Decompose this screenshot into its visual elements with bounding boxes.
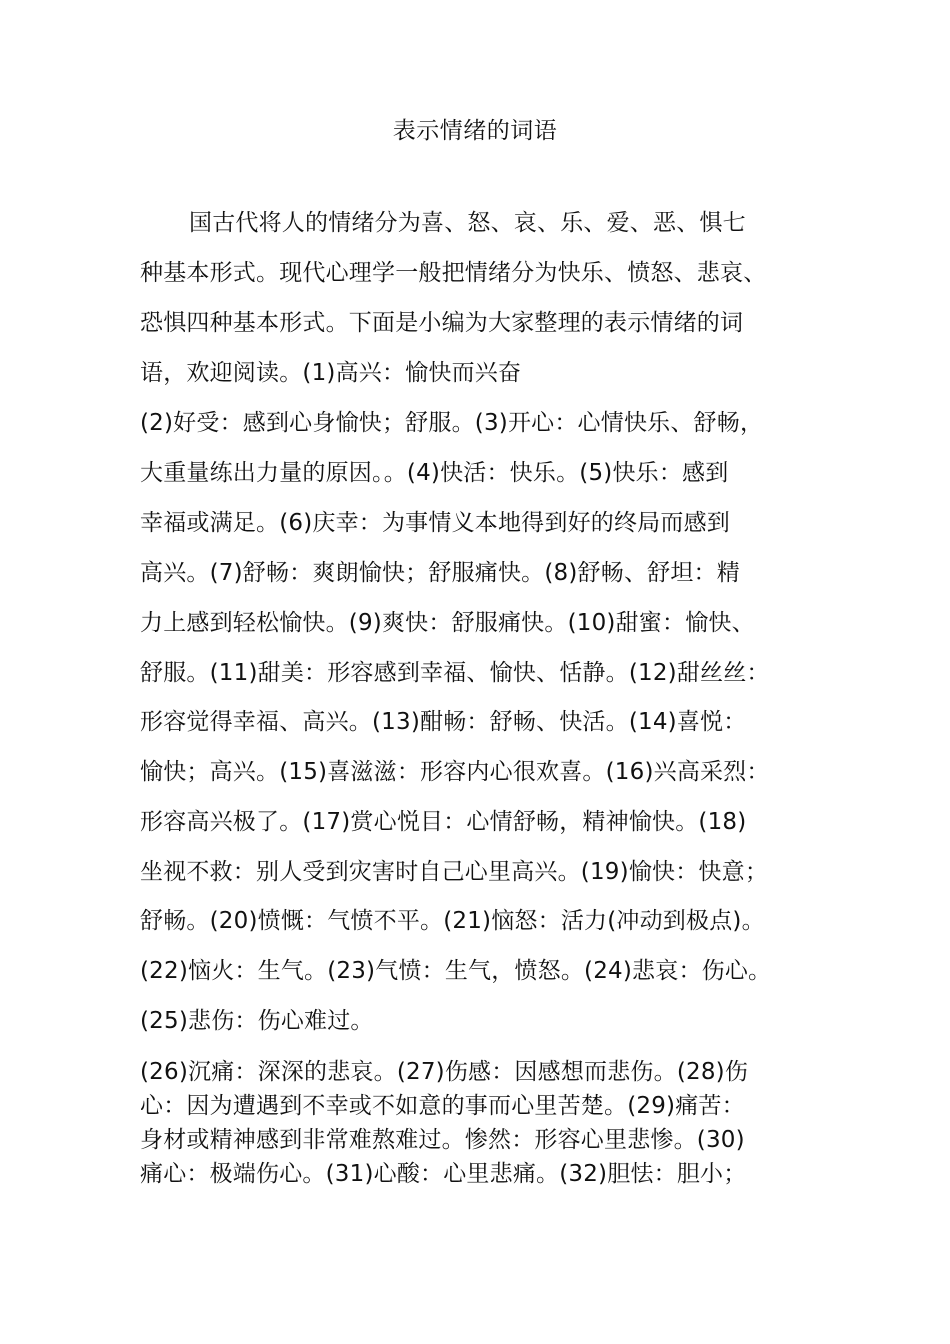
paragraph-line: 国古代将人的情绪分为喜、怒、哀、乐、爱、恶、惧七 <box>189 210 746 236</box>
paragraph-line: (2)好受：感到心身愉快；舒服。(3)开心：心情快乐、舒畅， <box>140 410 764 436</box>
paragraph-line: 痛心：极端伤心。(31)心酸：心里悲痛。(32)胆怯：胆小； <box>140 1161 747 1187</box>
paragraph-line: 心：因为遭遇到不幸或不如意的事而心里苦楚。(29)痛苦： <box>140 1093 745 1119</box>
paragraph-line: 恐惧四种基本形式。下面是小编为大家整理的表示情绪的词 <box>140 310 744 336</box>
paragraph-line: (26)沉痛：深深的悲哀。(27)伤感：因感想而悲伤。(28)伤 <box>140 1059 749 1085</box>
paragraph-line: 舒服。(11)甜美：形容感到幸福、愉快、恬静。(12)甜丝丝： <box>140 660 770 686</box>
paragraph-line: 种基本形式。现代心理学一般把情绪分为快乐、愤怒、悲哀、 <box>140 260 767 286</box>
paragraph-line: 幸福或满足。(6)庆幸：为事情义本地得到好的终局而感到 <box>140 510 730 536</box>
paragraph-line: 形容高兴极了。(17)赏心悦目：心情舒畅，精神愉快。(18) <box>140 809 747 835</box>
paragraph-line: 愉快；高兴。(15)喜滋滋：形容内心很欢喜。(16)兴高采烈： <box>140 759 770 785</box>
paragraph-line: 坐视不救：别人受到灾害时自己心里高兴。(19)愉快：快意； <box>140 859 769 885</box>
paragraph-line: 大重量练出力量的原因。。(4)快活：快乐。(5)快乐：感到 <box>140 460 729 486</box>
paragraph-line: 形容觉得幸福、高兴。(13)酣畅：舒畅、快活。(14)喜悦： <box>140 709 747 735</box>
paragraph-line: 高兴。(7)舒畅：爽朗愉快；舒服痛快。(8)舒畅、舒坦：精 <box>140 560 740 586</box>
document-title: 表示情绪的词语 <box>392 118 558 144</box>
paragraph-line: (25)悲伤：伤心难过。 <box>140 1008 374 1034</box>
paragraph-line: 力上感到轻松愉快。(9)爽快：舒服痛快。(10)甜蜜：愉快、 <box>140 610 755 636</box>
paragraph-line: 语，欢迎阅读。(1)高兴：愉快而兴奋 <box>140 360 522 386</box>
paragraph-line: (22)恼火：生气。(23)气愤：生气，愤怒。(24)悲哀：伤心。 <box>140 958 772 984</box>
paragraph-line: 身材或精神感到非常难熬难过。惨然：形容心里悲惨。(30) <box>140 1127 745 1153</box>
paragraph-line: 舒畅。(20)愤慨：气愤不平。(21)恼怒：活力(冲动到极点)。 <box>140 908 765 934</box>
